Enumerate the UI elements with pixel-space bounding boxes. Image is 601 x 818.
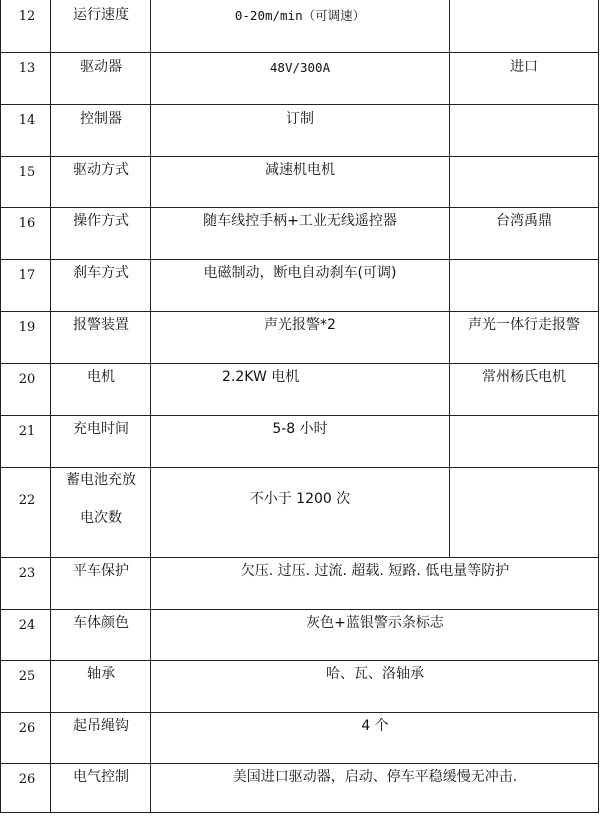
row-divider [0, 557, 599, 558]
row-number: 21 [18, 424, 36, 439]
row-divider [0, 660, 599, 661]
item-spec: 美国进口驱动器，启动、停车平稳缓慢无冲击. [232, 769, 518, 785]
item-spec: 5-8 小时 [272, 421, 328, 437]
item-spec: 随车线控手柄+工业无线遥控器 [203, 213, 397, 229]
item-name: 电气控制 [73, 769, 129, 785]
row-number: 22 [18, 493, 36, 508]
column-divider [449, 0, 450, 557]
table-border-left [0, 0, 1, 813]
row-number: 26 [18, 772, 36, 787]
item-note: 常州杨氏电机 [482, 369, 566, 385]
item-name: 车体颜色 [73, 615, 129, 631]
item-name: 驱动方式 [73, 162, 129, 178]
item-name: 驱动器 [80, 59, 122, 75]
row-number: 25 [18, 669, 36, 684]
item-name: 平车保护 [73, 563, 129, 579]
item-name: 报警装置 [73, 317, 129, 333]
row-divider [0, 52, 599, 53]
row-number: 19 [18, 320, 36, 335]
item-spec: 灰色+蓝银警示条标志 [306, 615, 444, 631]
item-name: 轴承 [87, 666, 115, 682]
item-name: 控制器 [80, 111, 122, 127]
table-border-bottom [0, 812, 599, 813]
item-spec: 不小于 1200 次 [249, 491, 351, 507]
row-number: 26 [18, 721, 36, 736]
item-name: 电次数 [80, 510, 122, 526]
item-note: 声光一体行走报警 [468, 317, 580, 333]
item-name: 电机 [87, 369, 115, 385]
item-spec: 电磁制动，断电自动刹车(可调) [203, 265, 397, 281]
row-number: 13 [18, 61, 36, 76]
row-divider [0, 259, 599, 260]
row-divider [0, 467, 599, 468]
row-number: 14 [18, 113, 36, 128]
row-divider [0, 363, 599, 364]
item-spec: 2.2KW 电机 [222, 369, 300, 385]
row-divider [0, 609, 599, 610]
item-spec: 订制 [286, 111, 314, 127]
item-name: 起吊绳钩 [73, 718, 129, 734]
row-number: 15 [18, 165, 36, 180]
column-divider [50, 0, 51, 813]
row-divider [0, 712, 599, 713]
row-number: 17 [18, 268, 36, 283]
row-divider [0, 207, 599, 208]
item-spec: 48V/300A [269, 60, 331, 75]
row-number: 12 [18, 9, 36, 24]
item-note: 台湾禹鼎 [496, 213, 552, 229]
item-name: 运行速度 [73, 7, 129, 23]
row-number: 23 [18, 566, 36, 581]
row-divider [0, 104, 599, 105]
row-divider [0, 415, 599, 416]
item-spec: 哈、瓦、洛轴承 [326, 666, 424, 682]
item-note: 进口 [510, 59, 538, 75]
row-number: 20 [18, 372, 36, 387]
item-spec: 欠压. 过压. 过流. 超载. 短路. 低电量等防护 [240, 563, 510, 579]
row-divider [0, 311, 599, 312]
item-spec: 0-20m/min（可调速） [234, 8, 366, 23]
item-name: 刹车方式 [73, 265, 129, 281]
item-spec: 声光报警*2 [264, 317, 336, 333]
row-divider [0, 763, 599, 764]
item-name: 操作方式 [73, 213, 129, 229]
row-number: 24 [18, 618, 36, 633]
row-number: 16 [18, 216, 36, 231]
item-name: 充电时间 [73, 421, 129, 437]
item-name: 蓄电池充放 [66, 472, 136, 488]
table-border-right [598, 0, 599, 813]
column-divider [150, 0, 151, 813]
item-spec: 4 个 [361, 718, 389, 734]
item-spec: 减速机电机 [265, 162, 335, 178]
row-divider [0, 156, 599, 157]
